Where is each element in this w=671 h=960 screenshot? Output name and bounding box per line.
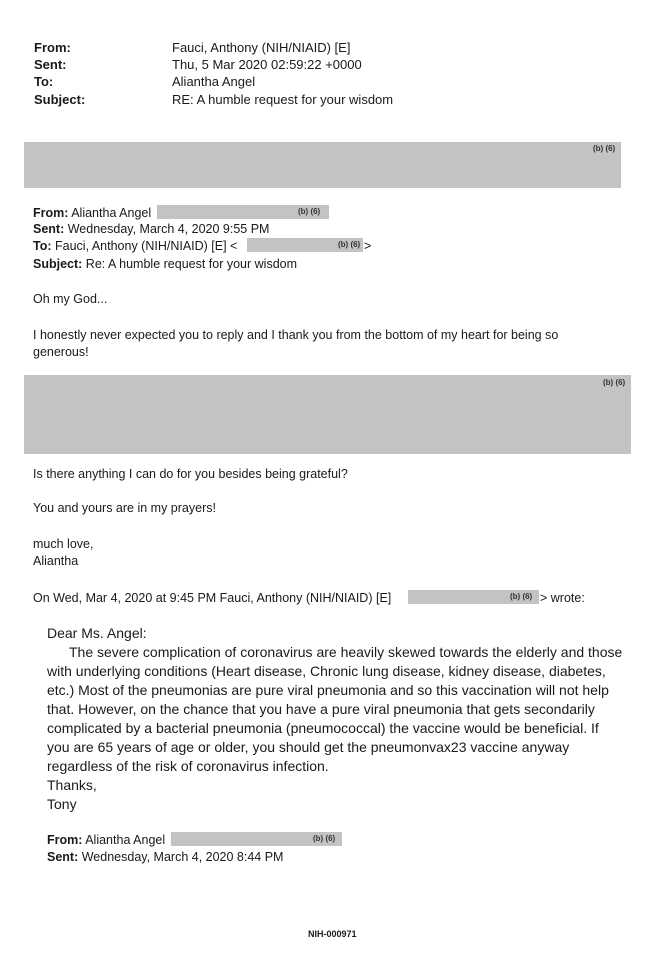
redaction-code: (b) (6): [593, 144, 616, 153]
header-from-value: Fauci, Anthony (NIH/NIAID) [E]: [172, 40, 351, 55]
message-line: that. However, on the chance that you have a pure viral pneumonia that gets secondarily: [47, 701, 595, 717]
reply-sent-label: Sent:: [33, 222, 65, 236]
redaction-code: (b) (6): [603, 378, 626, 387]
header-subject-value: RE: A humble request for your wisdom: [172, 92, 394, 107]
reply-to-close: >: [364, 239, 372, 253]
reply-from: [33, 205, 151, 222]
original-from: [47, 832, 165, 849]
reply-from-value: Aliantha Angel: [71, 206, 152, 220]
message-greeting: Dear Ms. Angel:: [47, 625, 147, 641]
original-from-label: From:: [47, 833, 83, 847]
message-thanks: Thanks,: [47, 777, 97, 793]
reply-line: generous!: [33, 345, 89, 359]
reply-line: Oh my God...: [33, 292, 108, 306]
message-line: The severe complication of coronavirus are heavily skewed towards the elderly and those: [69, 644, 623, 660]
reply-line: I honestly never expected you to reply and I thank you from the bottom of my heart for being so: [33, 328, 559, 342]
reply-to: [33, 238, 237, 255]
redaction-block: [24, 142, 621, 188]
original-sent-value: Wednesday, March 4, 2020 8:44 PM: [81, 850, 284, 864]
message-line: complicated by a bacterial pneumonia (pneumococcal) the vaccine would be beneficial. If: [47, 720, 599, 736]
page-id: NIH-000971: [308, 929, 357, 939]
reply-from-label: From:: [33, 206, 69, 220]
reply-to-label: To:: [33, 239, 52, 253]
reply-subject: [33, 256, 297, 273]
header-to-value: Aliantha Angel: [172, 74, 256, 89]
redaction-code: (b) (6): [338, 240, 361, 249]
reply-to-value: Fauci, Anthony (NIH/NIAID) [E] <: [55, 239, 238, 253]
reply-signoff: much love,: [33, 537, 94, 551]
original-from-value: Aliantha Angel: [85, 833, 166, 847]
quote-header-prefix: On Wed, Mar 4, 2020 at 9:45 PM Fauci, Anthony (NIH/NIAID) [E]: [33, 591, 392, 605]
redaction-block: [24, 375, 631, 454]
message-line: regardless of the risk of coronavirus infection.: [47, 758, 329, 774]
header-sent-value: Thu, 5 Mar 2020 02:59:22 +0000: [172, 57, 362, 72]
quote-header-suffix: > wrote:: [540, 591, 585, 605]
reply-sent-value: Wednesday, March 4, 2020 9:55 PM: [67, 222, 270, 236]
header-sent-label: Sent:: [34, 57, 67, 72]
message-line: you are 65 years of age or older, you should get the pneumonvax23 vaccine anyway: [47, 739, 570, 755]
reply-line: Is there anything I can do for you besides being grateful?: [33, 467, 348, 481]
reply-subject-label: Subject:: [33, 257, 83, 271]
header-from-label: From:: [34, 40, 71, 55]
message-signature: Tony: [47, 796, 77, 812]
redaction-code: (b) (6): [298, 207, 321, 216]
original-sent-label: Sent:: [47, 850, 79, 864]
redaction-code: (b) (6): [313, 834, 336, 843]
message-line: etc.) Most of the pneumonias are pure viral pneumonia and so this vaccination will not help: [47, 682, 609, 698]
reply-line: You and yours are in my prayers!: [33, 501, 216, 515]
header-to-label: To:: [34, 74, 54, 89]
reply-subject-value: Re: A humble request for your wisdom: [85, 257, 298, 271]
original-sent: [47, 849, 283, 866]
redaction-code: (b) (6): [510, 592, 533, 601]
reply-sent: [33, 221, 269, 238]
message-line: with underlying conditions (Heart disease, Chronic lung disease, kidney disease, diabetes,: [47, 663, 606, 679]
header-subject-label: Subject:: [34, 92, 86, 107]
reply-signature: Aliantha: [33, 554, 79, 568]
